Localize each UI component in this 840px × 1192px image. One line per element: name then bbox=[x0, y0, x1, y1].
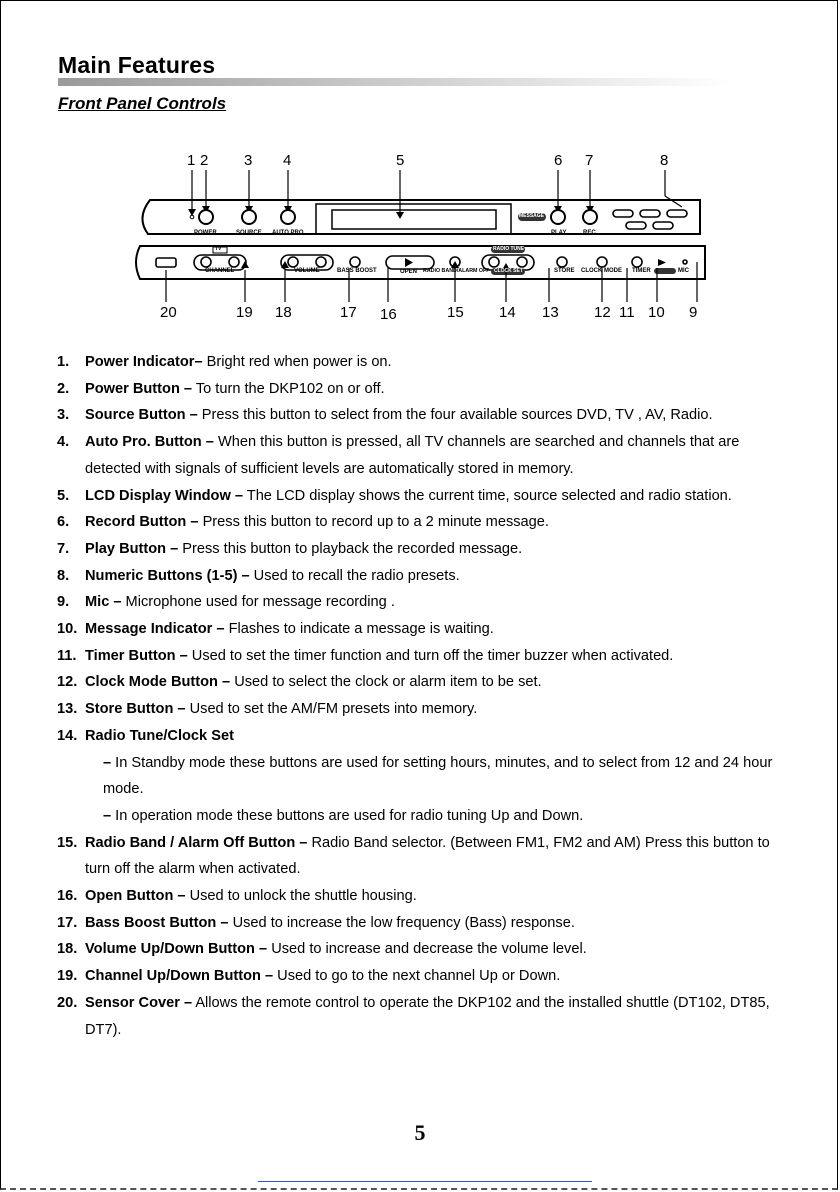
rec-label: REC bbox=[583, 230, 596, 236]
store-label: STORE bbox=[554, 268, 575, 274]
clock-set-label: CLOCK SET bbox=[494, 268, 523, 274]
mic-label: MIC bbox=[678, 268, 689, 274]
callout-18: 18 bbox=[275, 304, 292, 321]
bass-boost-label: BASS BOOST bbox=[337, 268, 377, 274]
feature-item: 18. Volume Up/Down Button – Used to increase and decrease the volume level. bbox=[57, 941, 587, 958]
feature-item: 3. Source Button – Press this button to select from the four available sources DVD, TV , AV, Radio. bbox=[57, 407, 713, 424]
auto-pro-label: AUTO PRO. bbox=[272, 230, 306, 236]
power-label: POWER bbox=[194, 230, 217, 236]
section-subtitle: Front Panel Controls bbox=[58, 94, 227, 113]
feature-item: 13. Store Button – Used to set the AM/FM presets into memory. bbox=[57, 701, 478, 718]
callout-3: 3 bbox=[244, 152, 253, 169]
footer-link-underline[interactable] bbox=[258, 1181, 592, 1182]
play-label: PLAY bbox=[551, 230, 567, 236]
feature-item: 19. Channel Up/Down Button – Used to go to the next channel Up or Down. bbox=[57, 968, 561, 985]
callout-7: 7 bbox=[585, 152, 594, 169]
page-number: 5 bbox=[414, 1120, 426, 1145]
callout-12: 12 bbox=[594, 304, 611, 321]
callout-5: 5 bbox=[396, 152, 405, 169]
feature-item: 11. Timer Button – Used to set the timer function and turn off the timer buzzer when activated. bbox=[57, 647, 674, 664]
front-panel-diagram bbox=[0, 0, 840, 340]
callout-6: 6 bbox=[554, 152, 563, 169]
callout-20: 20 bbox=[160, 304, 177, 321]
callout-11: 11 bbox=[619, 304, 635, 321]
callout-16: 16 bbox=[380, 306, 397, 323]
feature-item: 6. Record Button – Press this button to record up to a 2 minute message. bbox=[57, 514, 549, 531]
source-label: SOURCE bbox=[236, 230, 262, 236]
feature-item: 10. Message Indicator – Flashes to indicate a message is waiting. bbox=[57, 621, 494, 638]
channel-label: CHANNEL bbox=[205, 268, 235, 274]
feature-item: 16. Open Button – Used to unlock the shuttle housing. bbox=[57, 888, 417, 905]
callout-15: 15 bbox=[447, 304, 464, 321]
tv-label: TV bbox=[215, 246, 222, 252]
feature-item: 14. Radio Tune/Clock Set – In Standby mode these buttons are used for setting hours, minutes, and to select from 12 and 24 hour mode. – In operation mode these buttons are used for radio tuning Up and Down. bbox=[57, 723, 797, 830]
feature-item: 12. Clock Mode Button – Used to select the clock or alarm item to be set. bbox=[57, 674, 542, 691]
feature-item: 4. Auto Pro. Button – When this button is pressed, all TV channels are searched and channels that are detected with signals of sufficient levels are automatically stored in memory. bbox=[57, 434, 740, 477]
callout-4: 4 bbox=[283, 152, 292, 169]
radio-band-label: RADIO BAND/ALARM OFF bbox=[423, 268, 490, 274]
volume-label: VOLUME bbox=[294, 268, 320, 274]
feature-item: 2. Power Button – To turn the DKP102 on or off. bbox=[57, 380, 385, 397]
feature-item: 9. Mic – Microphone used for message recording . bbox=[57, 594, 395, 611]
feature-item: 8. Numeric Buttons (1-5) – Used to recall the radio presets. bbox=[57, 567, 460, 584]
features-list bbox=[57, 349, 797, 1043]
open-label: OPEN bbox=[400, 269, 418, 275]
callout-14: 14 bbox=[499, 304, 516, 321]
page-title: Main Features bbox=[58, 52, 216, 78]
callout-9: 9 bbox=[689, 304, 698, 321]
feature-item: 1. Power Indicator– Bright red when power is on. bbox=[57, 354, 392, 370]
radio-tune-sub-1: – In Standby mode these buttons are used for setting hours, minutes, and to select from 12 and 24 hour mode. bbox=[103, 754, 773, 798]
callout-2: 2 bbox=[200, 152, 209, 169]
callout-1: 1 bbox=[187, 152, 196, 169]
callout-8: 8 bbox=[660, 152, 669, 169]
feature-item: 5. LCD Display Window – The LCD display shows the current time, source selected and radio station. bbox=[57, 487, 732, 504]
callout-13: 13 bbox=[542, 304, 559, 321]
feature-item: 17. Bass Boost Button – Used to increase the low frequency (Bass) response. bbox=[57, 914, 575, 931]
callout-17: 17 bbox=[340, 304, 357, 321]
radio-tune-sub-2: – In operation mode these buttons are used for radio tuning Up and Down. bbox=[103, 807, 584, 824]
callout-19: 19 bbox=[236, 304, 253, 321]
clock-mode-label: CLOCK MODE bbox=[581, 268, 622, 274]
message-label: MESSAGE bbox=[519, 213, 545, 219]
feature-item: 15. Radio Band / Alarm Off Button – Radio Band selector. (Between FM1, FM2 and AM) Press this button to turn off the alarm when activated. bbox=[57, 834, 770, 878]
feature-item: 20. Sensor Cover – Allows the remote control to operate the DKP102 and the installed shuttle (DT102, DT85, DT7). bbox=[57, 994, 770, 1038]
feature-item: 7. Play Button – Press this button to playback the recorded message. bbox=[57, 540, 523, 557]
radio-tune-label: RADIO TUNE bbox=[493, 246, 525, 252]
callout-10: 10 bbox=[648, 304, 665, 321]
timer-label: TIMER bbox=[632, 268, 651, 274]
